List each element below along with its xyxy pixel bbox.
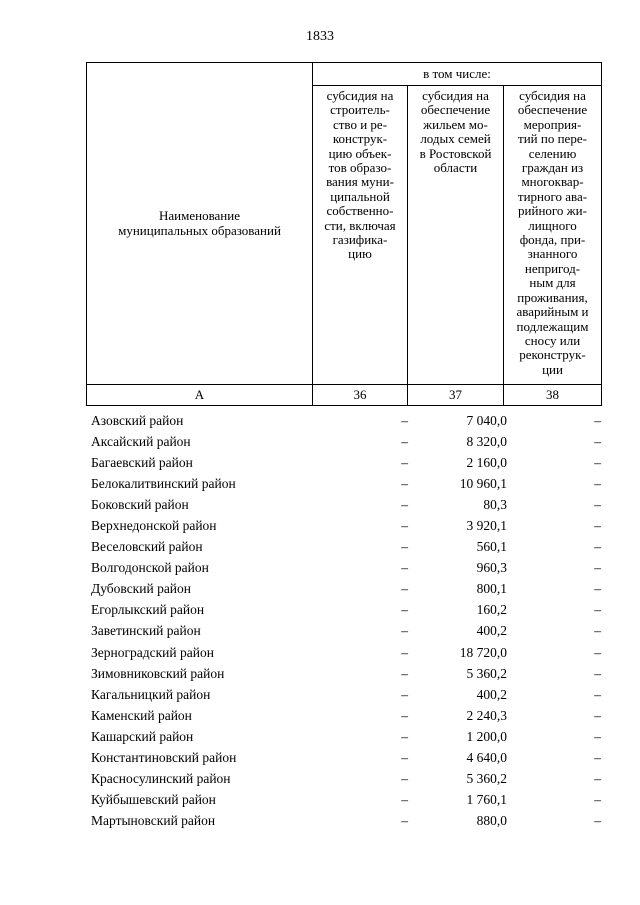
row-name: Кагальницкий район <box>91 686 211 702</box>
header-line: аварийным и <box>516 304 589 320</box>
header-line: субсидия на <box>519 88 586 103</box>
cell-38: – <box>594 454 601 470</box>
table-row <box>86 790 601 811</box>
header-line: области <box>433 160 478 176</box>
table-row <box>86 642 601 663</box>
cell-37: 2 160,0 <box>466 454 507 470</box>
row-name: Дубовский район <box>91 581 192 597</box>
cell-37: 1 200,0 <box>466 728 507 744</box>
header-line: ным для <box>529 275 576 291</box>
column-header-38 <box>504 86 602 385</box>
header-line: цию <box>348 246 372 262</box>
cell-38: – <box>594 644 601 660</box>
table-row <box>86 558 601 579</box>
header-line: цию объек- <box>328 145 392 161</box>
cell-37: 7 040,0 <box>466 412 507 428</box>
cell-37: 800,1 <box>476 581 507 597</box>
row-name: Заветинский район <box>91 623 201 639</box>
table-row <box>86 515 601 536</box>
cell-37: 2 240,3 <box>466 707 507 723</box>
table-row <box>86 410 601 431</box>
column-header-name <box>87 63 313 385</box>
header-line: непригод- <box>524 260 581 276</box>
column-number-37: 37 <box>408 385 504 406</box>
cell-36: – <box>401 433 408 449</box>
table-row <box>86 473 601 494</box>
cell-37: 80,3 <box>483 496 507 512</box>
header-line: подлежащим <box>516 318 589 334</box>
column-header-36 <box>313 86 408 385</box>
header-line: тов образо- <box>328 160 392 176</box>
cell-38: – <box>594 771 601 787</box>
cell-36: – <box>401 518 408 534</box>
cell-38: – <box>594 602 601 618</box>
table-row <box>86 663 601 684</box>
cell-36: – <box>401 560 408 576</box>
table-row <box>86 621 601 642</box>
row-name: Аксайский район <box>91 433 191 449</box>
cell-38: – <box>594 539 601 555</box>
header-line: в Ростовской <box>419 145 492 161</box>
table-row <box>86 684 601 705</box>
table-row <box>86 705 601 726</box>
column-number-38: 38 <box>504 385 602 406</box>
row-name: Зерноградский район <box>91 644 214 660</box>
column-number-36: 36 <box>313 385 408 406</box>
cell-37: 960,3 <box>476 560 507 576</box>
row-name: Красносулинский район <box>91 771 231 787</box>
row-name: Куйбышевский район <box>91 792 216 808</box>
cell-38: – <box>594 433 601 449</box>
row-name: Белокалитвинский район <box>91 475 236 491</box>
table-row <box>86 431 601 452</box>
header-line: селению <box>528 145 577 161</box>
column-number-a: А <box>87 385 313 406</box>
row-name: Каменский район <box>91 707 192 723</box>
header-line: сти, включая <box>324 217 396 233</box>
header-line: тий по пере- <box>518 131 587 147</box>
cell-37: 5 360,2 <box>466 771 507 787</box>
header-line: сносу или <box>524 332 581 348</box>
cell-36: – <box>401 665 408 681</box>
cell-36: – <box>401 475 408 491</box>
cell-37: 8 320,0 <box>466 433 507 449</box>
header-line: ции <box>542 361 563 377</box>
page-number: 1833 <box>306 29 334 44</box>
cell-38: – <box>594 560 601 576</box>
row-name: Волгодонской район <box>91 560 209 576</box>
cell-38: – <box>594 518 601 534</box>
cell-36: – <box>401 686 408 702</box>
cell-36: – <box>401 602 408 618</box>
table-row <box>86 726 601 747</box>
cell-38: – <box>594 792 601 808</box>
cell-37: 1 760,1 <box>466 792 507 808</box>
header-line: проживания, <box>517 289 588 305</box>
cell-37: 400,2 <box>476 623 507 639</box>
table-row <box>86 452 601 473</box>
header-line: жильем мо- <box>423 116 488 132</box>
header-line: многоквар- <box>521 174 584 190</box>
cell-38: – <box>594 665 601 681</box>
cell-37: 10 960,1 <box>459 475 507 491</box>
column-header-37 <box>408 86 504 385</box>
table-body <box>86 410 601 832</box>
cell-38: – <box>594 813 601 829</box>
row-name: Багаевский район <box>91 454 193 470</box>
table-row <box>86 579 601 600</box>
cell-36: – <box>401 813 408 829</box>
cell-36: – <box>401 539 408 555</box>
row-name: Веселовский район <box>91 539 203 555</box>
cell-37: 880,0 <box>476 813 507 829</box>
including-header: в том числе: <box>313 63 602 86</box>
header-line: реконструк- <box>519 347 586 363</box>
header-line: граждан из <box>521 160 584 176</box>
header-line: конструк- <box>332 131 388 147</box>
header-line: ство и ре- <box>332 116 388 132</box>
cell-36: – <box>401 771 408 787</box>
header-line: собственно- <box>326 203 394 219</box>
cell-38: – <box>594 496 601 512</box>
cell-36: – <box>401 496 408 512</box>
header-line: мероприя- <box>523 116 582 132</box>
header-line: обеспечение <box>517 102 588 118</box>
cell-36: – <box>401 581 408 597</box>
table-row <box>86 494 601 515</box>
row-name: Верхнедонской район <box>91 518 217 534</box>
cell-36: – <box>401 412 408 428</box>
row-name: Мартыновский район <box>91 813 216 829</box>
cell-37: 4 640,0 <box>466 750 507 766</box>
header-line: рийного жи- <box>518 203 587 219</box>
table-row <box>86 748 601 769</box>
cell-37: 160,2 <box>476 602 507 618</box>
header-line: вания муни- <box>326 174 394 190</box>
row-name: Зимовниковский район <box>91 665 225 681</box>
header-line: субсидия на <box>326 88 394 103</box>
cell-37: 3 920,1 <box>466 518 507 534</box>
cell-38: – <box>594 686 601 702</box>
cell-36: – <box>401 792 408 808</box>
cell-36: – <box>401 623 408 639</box>
cell-37: 560,1 <box>476 539 507 555</box>
cell-36: – <box>401 454 408 470</box>
cell-36: – <box>401 750 408 766</box>
cell-38: – <box>594 750 601 766</box>
row-name: Боковский район <box>91 496 189 512</box>
cell-38: – <box>594 412 601 428</box>
header-line: тирного ава- <box>517 188 588 204</box>
cell-37: 18 720,0 <box>459 644 507 660</box>
table-row <box>86 811 601 832</box>
header-line: лищного <box>528 217 577 233</box>
cell-38: – <box>594 475 601 491</box>
row-name: Константиновский район <box>91 750 237 766</box>
header-line: ципальной <box>330 188 390 204</box>
cell-37: 400,2 <box>476 686 507 702</box>
column-header-name-line: Наименование <box>159 208 240 224</box>
cell-36: – <box>401 728 408 744</box>
cell-38: – <box>594 707 601 723</box>
cell-38: – <box>594 581 601 597</box>
header-line: лодых семей <box>420 131 491 147</box>
column-header-name-line: муниципальных образований <box>118 222 281 238</box>
cell-38: – <box>594 728 601 744</box>
row-name: Азовский район <box>91 412 184 428</box>
cell-36: – <box>401 644 408 660</box>
table-row <box>86 537 601 558</box>
cell-38: – <box>594 623 601 639</box>
cell-36: – <box>401 707 408 723</box>
row-name: Кашарский район <box>91 728 194 744</box>
table-header <box>86 62 602 406</box>
cell-37: 5 360,2 <box>466 665 507 681</box>
table-row <box>86 600 601 621</box>
header-line: фонда, при- <box>519 232 586 248</box>
header-line: знанного <box>527 246 578 262</box>
header-line: обеспечение <box>420 102 491 118</box>
header-line: газифика- <box>332 232 388 248</box>
header-line: строитель- <box>330 102 390 118</box>
header-line: субсидия на <box>422 88 489 103</box>
row-name: Егорлыкский район <box>91 602 205 618</box>
table-row <box>86 769 601 790</box>
